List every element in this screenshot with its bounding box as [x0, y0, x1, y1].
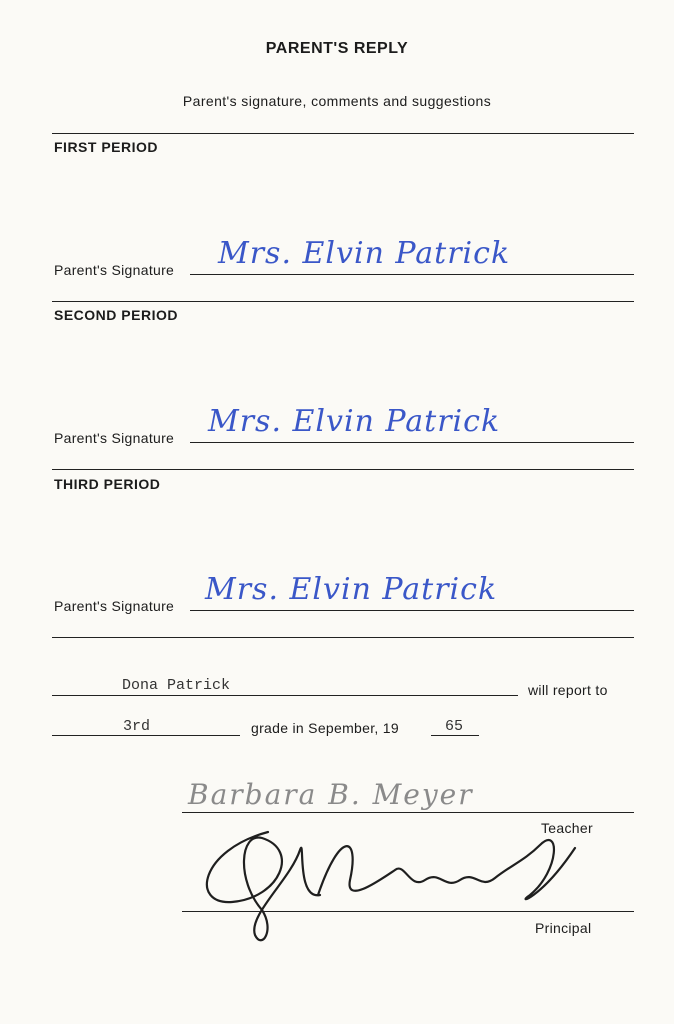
student-name: Dona Patrick: [122, 677, 231, 694]
will-report-text: will report to: [528, 682, 608, 698]
principal-label: Principal: [535, 920, 592, 936]
page-subtitle: Parent's signature, comments and suggestions: [182, 93, 492, 109]
third-period-signature-label: Parent's Signature: [54, 598, 175, 614]
principal-signature: [240, 858, 396, 888]
first-period-label: FIRST PERIOD: [54, 139, 159, 155]
first-period-signature-label: Parent's Signature: [54, 262, 175, 278]
first-period-signature: Mrs. Elvin Patrick: [218, 236, 511, 271]
third-period-label: THIRD PERIOD: [54, 476, 161, 492]
teacher-signature: Barbara B. Meyer: [188, 778, 474, 811]
second-period-signature-label: Parent's Signature: [54, 430, 175, 446]
grade-text: grade in Sepember, 19: [251, 720, 399, 736]
teacher-label: Teacher: [541, 820, 593, 836]
third-period-signature: Mrs. Elvin Patrick: [205, 572, 498, 607]
second-period-signature: Mrs. Elvin Patrick: [208, 404, 501, 439]
principal-signature-line: [182, 911, 634, 912]
grade-value: 3rd: [123, 718, 151, 735]
page-title: PARENT'S REPLY: [265, 40, 409, 57]
second-period-label: SECOND PERIOD: [54, 307, 178, 323]
year-value: 65: [445, 718, 464, 735]
